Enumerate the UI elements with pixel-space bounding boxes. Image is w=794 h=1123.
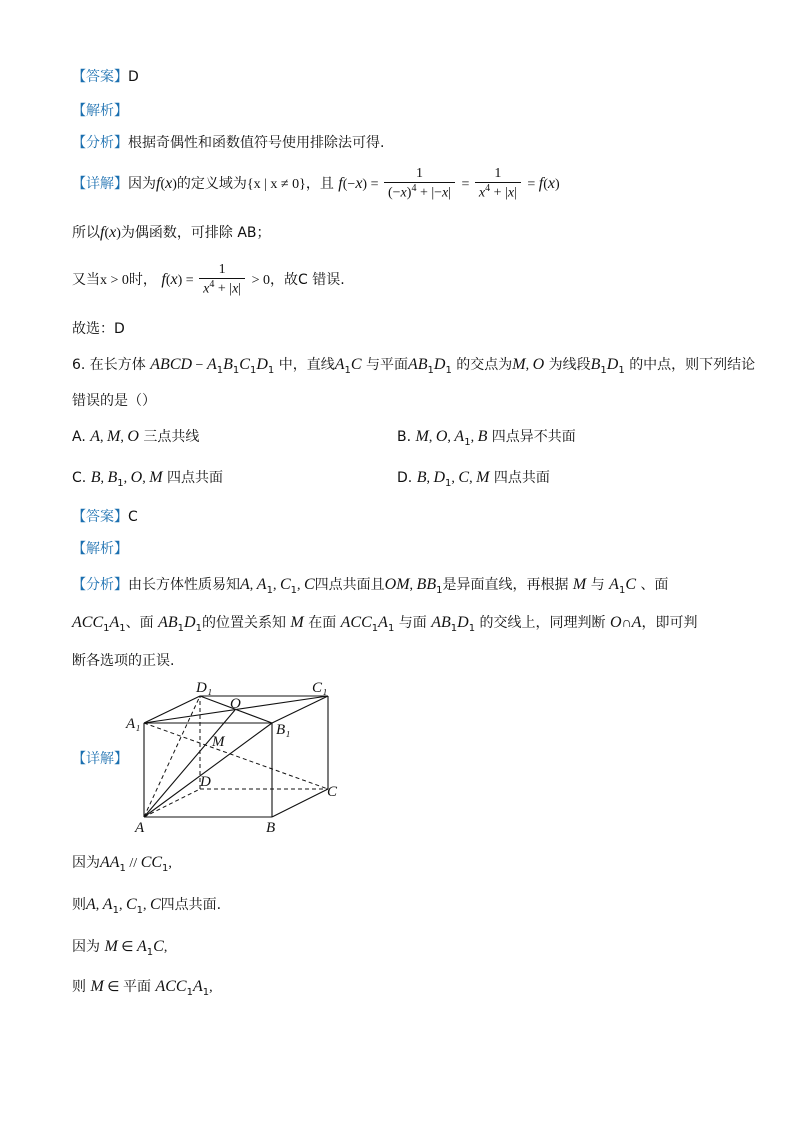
even-text: 为偶函数，可排除 AB；: [120, 225, 271, 241]
analysis-label: 【解析】: [72, 103, 128, 119]
fenxi-text: 、面: [640, 577, 669, 593]
step-text: 因为: [72, 939, 100, 955]
step-text: 则: [72, 979, 86, 995]
answer-line-5: [72, 66, 139, 86]
step-text: 四点共面.: [160, 897, 222, 913]
positive-text: 又当: [72, 271, 100, 288]
fraction: $\frac{1}{x^4 + |x|}$: [199, 262, 245, 298]
label-m: M: [212, 734, 225, 750]
option-text: 四点共面: [493, 470, 550, 486]
option-label: A.: [72, 429, 86, 445]
fenxi-text: 是异面直线，再根据: [442, 577, 569, 593]
domain-set: {x | x ≠ 0}: [246, 176, 306, 192]
label-b1: B₁: [276, 722, 291, 738]
fraction: $\frac{1}{x^4 + |x|}$: [475, 166, 521, 202]
detail-step-3: 因为 M ∈ $A_1C$,: [72, 938, 168, 958]
label-d1: D₁: [196, 680, 213, 696]
step-text: 平面: [122, 979, 151, 995]
fenxi-text: 根据奇偶性和函数值符号使用排除法可得.: [128, 135, 385, 151]
fenxi-label: 【分析】: [72, 577, 128, 593]
detail-step-4: 则 M ∈ 平面 $ACC_1A_1$,: [72, 978, 213, 998]
step-text: 则: [72, 897, 86, 913]
step-text: 因为: [72, 855, 100, 871]
detail-text: ，且: [305, 175, 334, 192]
question-6-stem-2: 错误的是（）: [72, 393, 156, 409]
question-6-stem: 6. 在长方体 ABCD − $A_1B_1C_1D_1$ 中，直线$A_1C$ 与平面$AB_1D_1$ 的交点为M, O 为线段$B_1D_1$ 的中点，则下列结论: [72, 356, 756, 376]
label-d: D: [200, 774, 211, 790]
answer-value: C: [128, 509, 138, 525]
answer-line-6: [72, 506, 138, 526]
answer-value: D: [128, 69, 139, 85]
line-a-o: [144, 710, 235, 817]
label-c: C: [327, 784, 338, 800]
cuboid-figure: [120, 676, 350, 836]
answer-label: 【答案】: [72, 69, 128, 85]
stem-text: 为线段: [548, 357, 591, 373]
option-c: C. B, $B_1$, O, M 四点共面: [72, 469, 223, 489]
even-text: 所以: [72, 225, 100, 241]
label-o: O: [230, 696, 241, 712]
fenxi-text: ，即可判: [641, 615, 698, 631]
math-expression: f: [338, 174, 343, 192]
line-a-d1: [144, 696, 200, 817]
option-d: D. B, $D_1$, C, M 四点共面: [397, 469, 550, 489]
line-a-b1: [144, 723, 272, 817]
even-line: 所以f(x)为偶函数，可排除 AB；: [72, 224, 271, 241]
option-label: C.: [72, 470, 87, 486]
xiangjie-label: 【详解】: [72, 751, 128, 767]
option-label: D.: [397, 470, 413, 486]
fenxi-text: 与面: [398, 615, 427, 631]
edge-b-c: [272, 789, 328, 817]
option-a: A. A, M, O 三点共线: [72, 428, 200, 445]
line-a1-c: [144, 723, 328, 789]
option-b: B. M, O, $A_1$, B 四点异不共面: [397, 428, 576, 448]
fenxi-text: 与: [590, 577, 605, 593]
stem-text: 与平面: [365, 357, 408, 373]
edge-a-d: [144, 789, 200, 817]
choose-line: 故选：D: [72, 321, 125, 337]
positive-condition: x > 0: [100, 272, 129, 288]
label-b: B: [266, 820, 276, 836]
math-fx: f: [100, 224, 105, 241]
detail-step-1: 因为$AA_1 // CC_1$,: [72, 854, 172, 874]
xiangjie-label: 【详解】: [72, 175, 128, 192]
stem-text: 中，直线: [278, 357, 335, 373]
stem-text: 的中点，则下列结论: [629, 357, 756, 373]
option-text: 四点共面: [166, 470, 223, 486]
fraction: $\frac{1}{(-x)^4 + |-x|}$: [384, 166, 455, 202]
label-a: A: [135, 820, 145, 836]
detail-line-5: 【详解】因为f(x)的定义域为{x | x ≠ 0}，且 f(−x) = $\frac{1}{(-x)^4 + |-x|}$ = $\frac{1}{x^4 + |x|}$ = f(x): [72, 166, 560, 201]
positive-text: ，故C 错误.: [269, 271, 345, 288]
fenxi-line-6b: $ACC_1A_1$、面 $AB_1D_1$的位置关系知 M 在面 $ACC_1A_1$ 与面 $AB_1D_1$ 的交线上，同理判断 O∩A，即可判: [72, 614, 698, 634]
math-expression: f: [161, 270, 166, 288]
option-label: B.: [397, 429, 412, 445]
positive-line: 又当x > 0时， f(x) = $\frac{1}{x^4 + |x|}$ > 0，故C 错误.: [72, 262, 345, 297]
detail-text: 因为: [128, 175, 156, 192]
label-c1: C₁: [312, 680, 328, 696]
stem-text: 6. 在长方体: [72, 357, 146, 373]
positive-text: 时，: [128, 271, 157, 288]
option-text: 三点共线: [143, 429, 200, 445]
fenxi-label: 【分析】: [72, 135, 128, 151]
fenxi-line-6c: 断各选项的正误.: [72, 653, 175, 669]
fenxi-line-6: 【分析】由长方体性质易知A, $A_1$, $C_1$, C四点共面且OM, $BB_1$是异面直线，再根据 M 与 $A_1C$ 、面: [72, 576, 669, 596]
math-fx: f: [156, 174, 161, 192]
answer-label: 【答案】: [72, 509, 128, 525]
detail-text: 的定义域为: [176, 175, 247, 192]
fenxi-line-5: [72, 132, 384, 152]
fenxi-text: 四点共面且: [314, 577, 385, 593]
detail-step-2: 则A, $A_1$, $C_1$, C四点共面.: [72, 896, 222, 916]
option-text: 四点异不共面: [491, 429, 576, 445]
fenxi-text: 的位置关系知: [201, 615, 286, 631]
stem-text: 的交点为: [456, 357, 513, 373]
label-a1: A₁: [126, 716, 141, 732]
fenxi-text: 、面: [125, 615, 154, 631]
fenxi-text: 在面: [308, 615, 337, 631]
fenxi-text: 的交线上，同理判断: [479, 615, 606, 631]
fenxi-text: 由长方体性质易知: [128, 577, 240, 593]
analysis-label: 【解析】: [72, 541, 128, 557]
